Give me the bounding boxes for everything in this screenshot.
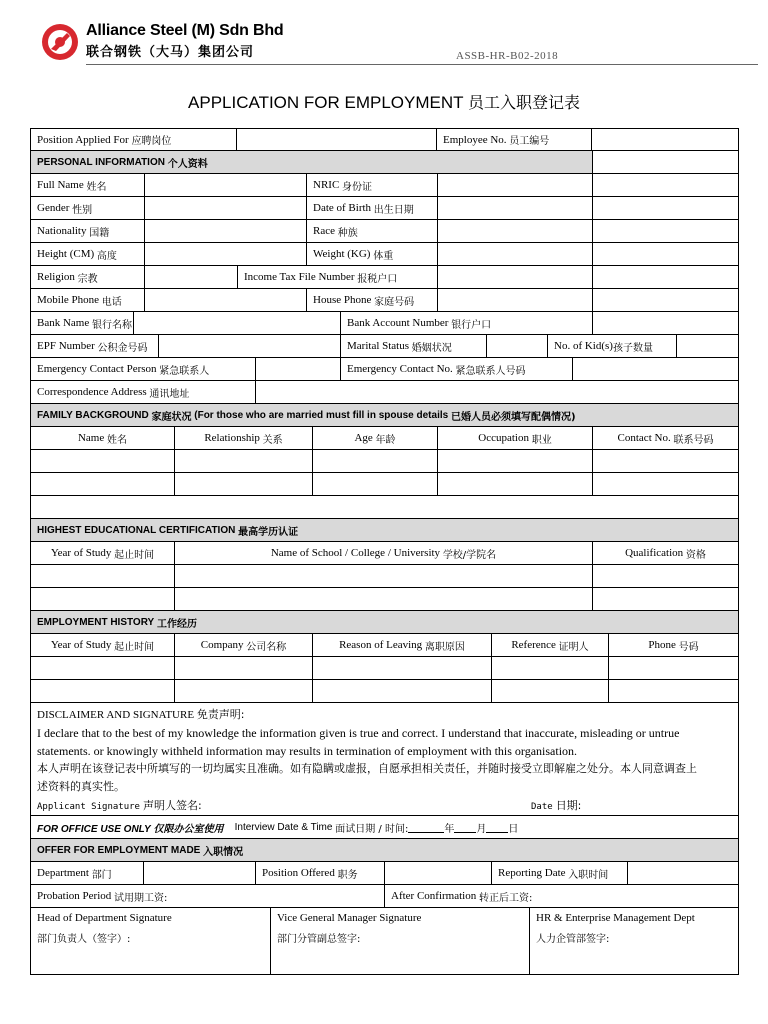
document-code: ASSB-HR-B02-2018 (456, 50, 559, 62)
education-col-school: Name of School / College / University 学校/学院名 (175, 542, 593, 564)
nric-label: NRIC 身份证 (307, 174, 438, 196)
photo-box[interactable] (593, 151, 739, 328)
employment-col-reference: Reference 证明人 (492, 634, 609, 656)
religion-field[interactable] (145, 266, 238, 288)
emergency-person-label: Emergency Contact Person 紧急联系人 (31, 358, 256, 380)
employment-cell[interactable] (313, 657, 492, 679)
education-cell[interactable] (31, 588, 175, 610)
office-use-label: FOR OFFICE USE ONLY (37, 823, 151, 835)
race-field[interactable] (438, 220, 593, 242)
applicant-signature-field[interactable] (205, 803, 377, 816)
employee-no-label: Employee No. 员工编号 (437, 129, 592, 150)
address-field[interactable] (256, 381, 739, 403)
probation-field[interactable]: Probation Period 试用期工资: (31, 885, 385, 907)
date-label-group (531, 796, 581, 816)
emergency-row (31, 358, 739, 381)
vgm-signature-box[interactable] (271, 908, 530, 974)
disclaimer-en-line1: I declare that to the best of my knowledge the information given is true and correct. I understand that inaccurate, misleading or untrue (37, 726, 680, 740)
table-row (31, 473, 739, 496)
education-col-year: Year of Study 起止时间 (31, 542, 175, 564)
family-col-contact: Contact No. 联系号码 (593, 427, 739, 449)
family-col-age: Age 年龄 (313, 427, 438, 449)
gender-label: Gender 性别 (31, 197, 145, 219)
disclaimer-cn-line1: 本人声明在该登记表中所填写的一切均属实且准确。如有隐瞒或虚报，自愿承担相关责任，并随时接受立即解雇之处分。本人同意调查上 (37, 762, 697, 775)
tax-label: Income Tax File Number 报税户口 (238, 266, 438, 288)
vgm-signature-label: Vice General Manager Signature (277, 912, 422, 924)
year-unit: 年 (444, 823, 455, 835)
family-cell[interactable] (438, 450, 593, 472)
signature-line (37, 796, 732, 814)
gender-field[interactable] (145, 197, 307, 219)
alliance-steel-logo-icon (40, 22, 80, 62)
employment-cell[interactable] (492, 680, 609, 702)
employment-cell[interactable] (609, 657, 739, 679)
hod-signature-label: Head of Department Signature (37, 912, 172, 924)
application-form (30, 128, 739, 975)
hr-signature-box[interactable] (530, 908, 739, 974)
mobile-label: Mobile Phone 电话 (31, 289, 145, 311)
hod-signature-label-cn: 部门负责人（签字）: (37, 934, 131, 945)
education-section-header: HIGHEST EDUCATIONAL CERTIFICATION 最高学历认证 (31, 519, 739, 541)
bank-account-label: Bank Account Number 银行户口 (341, 312, 593, 334)
applicant-signature-label: Applicant Signature (37, 802, 140, 812)
interview-label-cn: 面试日期 / 时间: (335, 823, 409, 835)
emergency-person-field[interactable] (256, 358, 341, 380)
form-title-cn: 员工入职登记表 (467, 93, 580, 112)
bank-row (31, 312, 739, 335)
form-title (0, 90, 768, 113)
signature-row (31, 908, 739, 975)
family-cell[interactable] (313, 473, 438, 495)
position-row (31, 129, 739, 151)
family-section-row (31, 404, 739, 427)
reporting-date-label: Reporting Date 入职时间 (492, 862, 628, 884)
month-unit: 月 (476, 823, 487, 835)
epf-row (31, 335, 739, 358)
interview-year-field[interactable] (408, 822, 444, 833)
house-phone-label: House Phone 家庭号码 (307, 289, 438, 311)
department-label: Department 部门 (31, 862, 144, 884)
interview-label: Interview Date & Time (234, 821, 333, 833)
family-cell[interactable] (593, 450, 739, 472)
employment-col-phone: Phone 号码 (609, 634, 739, 656)
tax-field[interactable] (438, 266, 593, 288)
employee-no-field[interactable] (592, 129, 739, 150)
employment-col-reason: Reason of Leaving 离职原因 (313, 634, 492, 656)
marital-field[interactable] (487, 335, 548, 357)
mobile-field[interactable] (145, 289, 307, 311)
dob-field[interactable] (438, 197, 593, 219)
hr-signature-label: HR & Enterprise Management Dept (536, 912, 695, 924)
bank-name-label: Bank Name 银行名称 (31, 312, 134, 334)
emergency-no-field[interactable] (573, 358, 739, 380)
education-cell[interactable] (175, 588, 593, 610)
dob-label: Date of Birth 出生日期 (307, 197, 438, 219)
family-col-occupation: Occupation 职业 (438, 427, 593, 449)
interview-month-field[interactable] (454, 822, 476, 833)
position-applied-field[interactable] (237, 129, 437, 150)
employment-cell[interactable] (609, 680, 739, 702)
employment-cell[interactable] (492, 657, 609, 679)
weight-field[interactable] (438, 243, 593, 265)
family-col-relationship: Relationship 关系 (175, 427, 313, 449)
company-name-en: Alliance Steel (M) Sdn Bhd (86, 22, 284, 39)
office-use-row (31, 816, 739, 839)
interview-day-field[interactable] (486, 822, 508, 833)
department-field[interactable] (144, 862, 256, 884)
family-cell[interactable] (31, 473, 175, 495)
hod-signature-box[interactable] (31, 908, 271, 974)
hr-signature-label-cn: 人力企管部签字: (536, 934, 610, 945)
bank-name-field[interactable] (134, 312, 341, 334)
date-label: Date (531, 802, 553, 812)
marital-label: Marital Status 婚姻状况 (341, 335, 487, 357)
family-section-header: FAMILY BACKGROUND 家庭状况 (For those who are married must fill in spouse details 已婚人员必须填写配偶情况) (31, 404, 739, 426)
date-label-cn: 日期: (555, 799, 582, 812)
position-offered-field[interactable] (385, 862, 492, 884)
height-field[interactable] (145, 243, 307, 265)
height-label: Height (CM) 高度 (31, 243, 145, 265)
epf-field[interactable] (159, 335, 341, 357)
education-section-row (31, 519, 739, 542)
employment-col-year: Year of Study 起止时间 (31, 634, 175, 656)
table-row (31, 588, 739, 611)
full-name-label: Full Name 姓名 (31, 174, 145, 196)
race-label: Race 种族 (307, 220, 438, 242)
disclaimer-heading: DISCLAIMER AND SIGNATURE 免责声明: (37, 708, 245, 721)
header-divider (86, 64, 758, 65)
family-cell[interactable] (175, 450, 313, 472)
day-unit: 日 (508, 823, 519, 835)
kids-field[interactable] (677, 335, 739, 357)
offer-section-header: OFFER FOR EMPLOYMENT MADE 入职情况 (31, 839, 739, 861)
religion-label: Religion 宗教 (31, 266, 145, 288)
company-name-cn: 联合钢铁（大马）集团公司 (86, 45, 255, 60)
employment-cell[interactable] (175, 680, 313, 702)
education-cell[interactable] (593, 565, 739, 587)
house-phone-field[interactable] (438, 289, 593, 311)
office-use-cell (31, 816, 739, 838)
table-row (31, 450, 739, 473)
form-title-en: APPLICATION FOR EMPLOYMENT (188, 93, 464, 112)
spacer-row (31, 496, 739, 519)
employment-section-header: EMPLOYMENT HISTORY 工作经历 (31, 611, 739, 633)
family-cell[interactable] (175, 473, 313, 495)
disclaimer-en-line2: statements. or knowingly withheld information may results in termination of employment with this organisation. (37, 744, 578, 758)
education-cell[interactable] (175, 565, 593, 587)
education-header-row (31, 542, 739, 565)
employment-cell[interactable] (313, 680, 492, 702)
family-cell[interactable] (593, 473, 739, 495)
family-header-row (31, 427, 739, 450)
table-row (31, 680, 739, 703)
full-name-field[interactable] (145, 174, 307, 196)
office-use-label-cn: 仅限办公室使用 (153, 823, 224, 835)
education-col-qualification: Qualification 资格 (593, 542, 739, 564)
kids-label: No. of Kid(s) 孩子数量 (548, 335, 677, 357)
disclaimer-cn-line2: 述资料的真实性。 (37, 780, 125, 793)
applicant-signature-label-cn: 声明人签名: (142, 799, 202, 812)
employment-header-row (31, 634, 739, 657)
nationality-field[interactable] (145, 220, 307, 242)
employment-col-company: Company 公司名称 (175, 634, 313, 656)
education-cell[interactable] (31, 565, 175, 587)
weight-label: Weight (KG) 体重 (307, 243, 438, 265)
epf-label: EPF Number 公积金号码 (31, 335, 159, 357)
family-cell[interactable] (313, 450, 438, 472)
employment-cell[interactable] (175, 657, 313, 679)
nationality-label: Nationality 国籍 (31, 220, 145, 242)
nric-field[interactable] (438, 174, 593, 196)
address-label: Correspondence Address 通讯地址 (31, 381, 256, 403)
family-cell[interactable] (31, 450, 175, 472)
personal-section-header: PERSONAL INFORMATION 个人资料 (31, 151, 593, 173)
disclaimer-block (31, 703, 739, 816)
offer-salary-row (31, 885, 739, 908)
after-confirmation-field[interactable]: After Confirmation 转正后工资: (385, 885, 739, 907)
bank-account-field[interactable] (593, 312, 739, 334)
offer-section-row (31, 839, 739, 862)
employment-cell[interactable] (31, 657, 175, 679)
table-row (31, 657, 739, 680)
education-cell[interactable] (593, 588, 739, 610)
address-row (31, 381, 739, 404)
disclaimer-text (31, 703, 738, 817)
reporting-date-field[interactable] (628, 862, 739, 884)
position-offered-label: Position Offered 职务 (256, 862, 385, 884)
spacer-cell (31, 496, 739, 518)
employment-cell[interactable] (31, 680, 175, 702)
table-row (31, 565, 739, 588)
emergency-no-label: Emergency Contact No. 紧急联系人号码 (341, 358, 573, 380)
vgm-signature-label-cn: 部门分管副总签字: (277, 934, 361, 945)
family-col-name: Name 姓名 (31, 427, 175, 449)
position-applied-label: Position Applied For 应聘岗位 (31, 129, 237, 150)
personal-block (31, 151, 739, 312)
offer-department-row (31, 862, 739, 885)
family-cell[interactable] (438, 473, 593, 495)
employment-section-row (31, 611, 739, 634)
